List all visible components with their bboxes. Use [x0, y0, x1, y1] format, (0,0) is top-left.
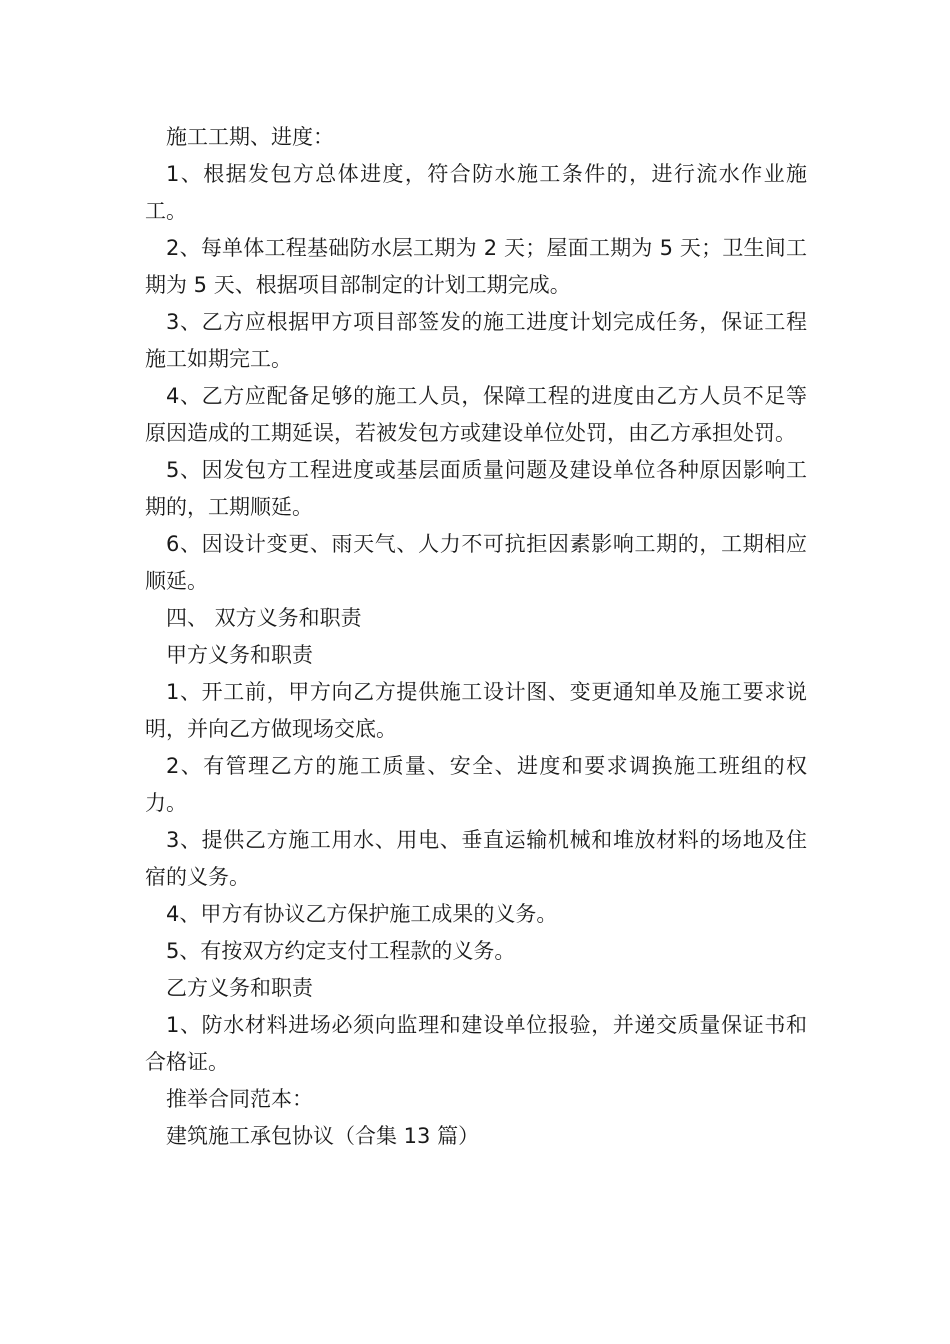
party-a-item: 3、提供乙方施工用水、用电、垂直运输机械和堆放材料的场地及住宿的义务。	[145, 828, 807, 889]
party-a-item: 1、开工前，甲方向乙方提供施工设计图、变更通知单及施工要求说明，并向乙方做现场交底。	[145, 680, 807, 741]
schedule-item: 6、因设计变更、雨天气、人力不可抗拒因素影响工期的，工期相应顺延。	[145, 532, 807, 593]
document-body	[145, 119, 807, 1155]
section-four-title: 四、 双方义务和职责	[166, 606, 362, 630]
recommend-title: 推举合同范本：	[166, 1087, 313, 1111]
schedule-item: 1、根据发包方总体进度，符合防水施工条件的，进行流水作业施工。	[145, 162, 807, 223]
party-b-item: 1、防水材料进场必须向监理和建设单位报验，并递交质量保证书和合格证。	[145, 1013, 807, 1074]
party-a-item: 5、有按双方约定支付工程款的义务。	[166, 939, 516, 963]
party-b-title: 乙方义务和职责	[166, 976, 313, 1000]
party-a-item: 2、有管理乙方的施工质量、安全、进度和要求调换施工班组的权力。	[145, 754, 807, 815]
schedule-item: 4、乙方应配备足够的施工人员，保障工程的进度由乙方人员不足等原因造成的工期延误，若被发包方或建设单位处罚，由乙方承担处罚。	[145, 384, 807, 445]
party-a-item: 4、甲方有协议乙方保护施工成果的义务。	[166, 902, 558, 926]
party-a-title: 甲方义务和职责	[166, 643, 313, 667]
schedule-item: 5、因发包方工程进度或基层面质量问题及建设单位各种原因影响工期的，工期顺延。	[145, 458, 807, 519]
schedule-item: 2、每单体工程基础防水层工期为 2 天；屋面工期为 5 天；卫生间工期为 5 天、根据项目部制定的计划工期完成。	[145, 236, 807, 297]
schedule-item: 3、乙方应根据甲方项目部签发的施工进度计划完成任务，保证工程施工如期完工。	[145, 310, 807, 371]
section-schedule-title: 施工工期、进度：	[166, 125, 334, 149]
recommend-item: 建筑施工承包协议（合集 13 篇）	[166, 1124, 480, 1148]
